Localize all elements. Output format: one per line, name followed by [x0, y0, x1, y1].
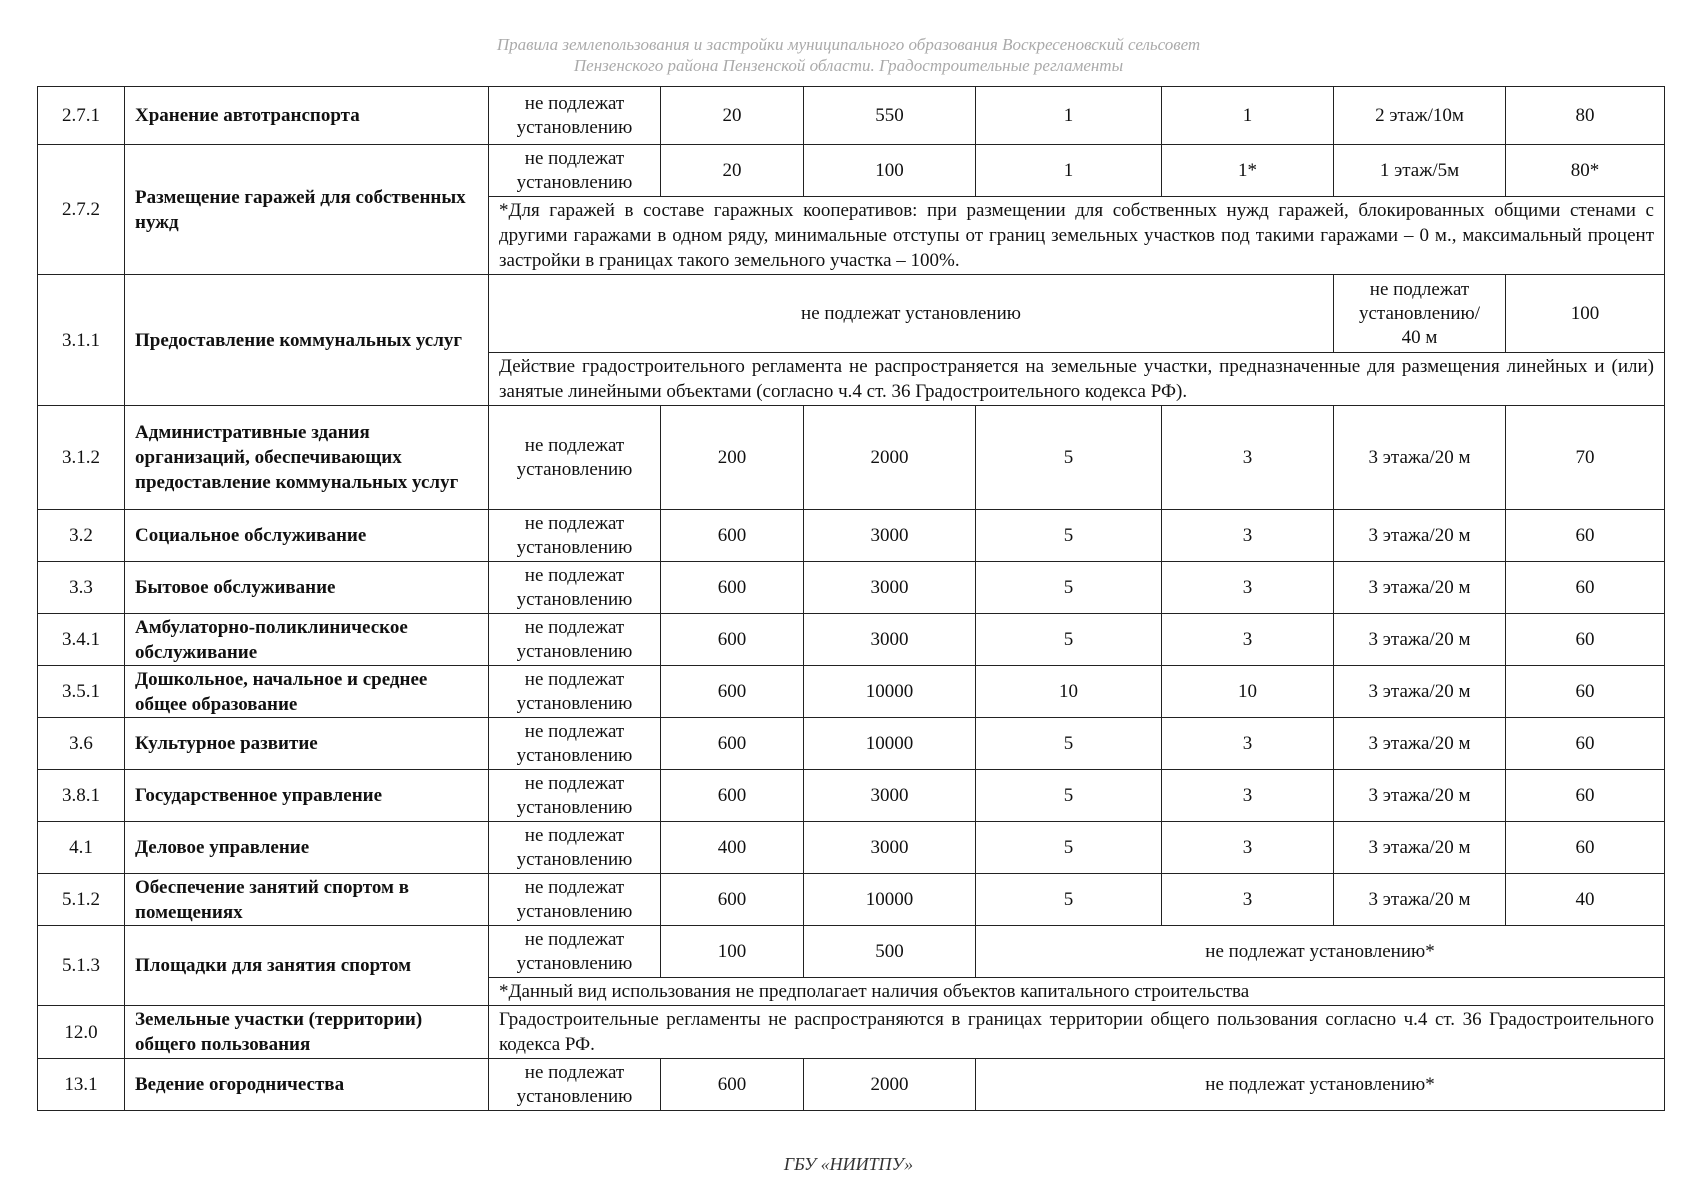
- floors-cell: не подлежат установлению/ 40 м: [1334, 275, 1506, 353]
- row-code: 3.8.1: [38, 770, 125, 822]
- regulations-table: [37, 86, 1665, 1111]
- side-setback-cell: 3: [1162, 822, 1334, 874]
- max-area-cell: 3000: [804, 770, 976, 822]
- table-row: [38, 275, 1665, 353]
- page-header: [0, 34, 1697, 76]
- table-row: [38, 874, 1665, 926]
- table-row: [38, 718, 1665, 770]
- merged-value-cell: не подлежат установлению: [489, 275, 1334, 353]
- side-setback-cell: 3: [1162, 770, 1334, 822]
- min-size-cell: не подлежат установлению: [489, 1059, 661, 1111]
- row-name: Размещение гаражей для собственных нужд: [125, 145, 489, 275]
- front-setback-cell: 5: [976, 822, 1162, 874]
- percent-cell: 60: [1506, 822, 1665, 874]
- percent-cell: 60: [1506, 770, 1665, 822]
- table-row: [38, 926, 1665, 978]
- table-row: [38, 510, 1665, 562]
- table-row: [38, 145, 1665, 197]
- floors-cell: 3 этажа/20 м: [1334, 874, 1506, 926]
- min-size-cell: не подлежат установлению: [489, 926, 661, 978]
- floors-cell: 3 этажа/20 м: [1334, 718, 1506, 770]
- row-code: 3.2: [38, 510, 125, 562]
- min-size-cell: не подлежат установлению: [489, 614, 661, 666]
- min-size-cell: не подлежат установлению: [489, 562, 661, 614]
- min-width-cell: 20: [661, 87, 804, 145]
- floors-cell: 3 этажа/20 м: [1334, 406, 1506, 510]
- min-size-cell: не подлежат установлению: [489, 510, 661, 562]
- floors-cell: 3 этажа/20 м: [1334, 614, 1506, 666]
- percent-cell: 60: [1506, 562, 1665, 614]
- max-area-cell: 2000: [804, 406, 976, 510]
- side-setback-cell: 3: [1162, 562, 1334, 614]
- front-setback-cell: 10: [976, 666, 1162, 718]
- front-setback-cell: 1: [976, 87, 1162, 145]
- front-setback-cell: 5: [976, 718, 1162, 770]
- table-row: [38, 1059, 1665, 1111]
- min-width-cell: 600: [661, 718, 804, 770]
- row-name: Хранение автотранспорта: [125, 87, 489, 145]
- row-name: Предоставление коммунальных услуг: [125, 275, 489, 406]
- min-width-cell: 200: [661, 406, 804, 510]
- row-code: 2.7.2: [38, 145, 125, 275]
- min-width-cell: 600: [661, 874, 804, 926]
- percent-cell: 60: [1506, 614, 1665, 666]
- row-code: 3.6: [38, 718, 125, 770]
- min-size-cell: не подлежат установлению: [489, 87, 661, 145]
- page-header-line1: Правила землепользования и застройки муниципального образования Воскресеновский сельсовет: [496, 35, 1201, 54]
- row-name: Социальное обслуживание: [125, 510, 489, 562]
- table-row: [38, 87, 1665, 145]
- min-width-cell: 100: [661, 926, 804, 978]
- row-name: Деловое управление: [125, 822, 489, 874]
- row-name: Дошкольное, начальное и среднее общее образование: [125, 666, 489, 718]
- row-code: 2.7.1: [38, 87, 125, 145]
- table-row: [38, 770, 1665, 822]
- row-code: 12.0: [38, 1006, 125, 1059]
- front-setback-cell: 5: [976, 510, 1162, 562]
- row-note: Градостроительные регламенты не распространяются в границах территории общего пользования согласно ч.4 ст. 36 Градостроительного кодекса РФ.: [489, 1006, 1665, 1059]
- row-code: 13.1: [38, 1059, 125, 1111]
- front-setback-cell: 1: [976, 145, 1162, 197]
- max-area-cell: 3000: [804, 510, 976, 562]
- side-setback-cell: 3: [1162, 406, 1334, 510]
- min-width-cell: 600: [661, 666, 804, 718]
- front-setback-cell: 5: [976, 614, 1162, 666]
- floors-cell: 3 этажа/20 м: [1334, 822, 1506, 874]
- row-name: Бытовое обслуживание: [125, 562, 489, 614]
- row-code: 3.1.1: [38, 275, 125, 406]
- table-row: [38, 822, 1665, 874]
- side-setback-cell: 1*: [1162, 145, 1334, 197]
- row-note: *Для гаражей в составе гаражных кооперативов: при размещении для собственных нужд гаражей, блокированных общими стенами с другими гаражами в одном ряду, минимальные отступы от границ земельных участков под такими гаражами – 0 м., максимальный процент застройки в границах такого земельного участка – 100%.: [489, 197, 1665, 275]
- floors-cell: 3 этажа/20 м: [1334, 770, 1506, 822]
- side-setback-cell: 3: [1162, 718, 1334, 770]
- min-width-cell: 20: [661, 145, 804, 197]
- percent-cell: 60: [1506, 718, 1665, 770]
- max-area-cell: 100: [804, 145, 976, 197]
- merged-value-cell: не подлежат установлению*: [976, 1059, 1665, 1111]
- merged-value-cell: не подлежат установлению*: [976, 926, 1665, 978]
- min-size-cell: не подлежат установлению: [489, 145, 661, 197]
- row-code: 3.4.1: [38, 614, 125, 666]
- row-name: Земельные участки (территории) общего пользования: [125, 1006, 489, 1059]
- min-size-cell: не подлежат установлению: [489, 822, 661, 874]
- min-width-cell: 600: [661, 614, 804, 666]
- row-name: Ведение огородничества: [125, 1059, 489, 1111]
- min-size-cell: не подлежат установлению: [489, 770, 661, 822]
- table-row: [38, 614, 1665, 666]
- row-code: 3.5.1: [38, 666, 125, 718]
- floors-cell: 1 этаж/5м: [1334, 145, 1506, 197]
- max-area-cell: 10000: [804, 718, 976, 770]
- row-code: 3.3: [38, 562, 125, 614]
- page-footer: ГБУ «НИИТПУ»: [783, 1154, 914, 1174]
- min-size-cell: не подлежат установлению: [489, 874, 661, 926]
- row-name: Обеспечение занятий спортом в помещениях: [125, 874, 489, 926]
- row-name: Административные здания организаций, обеспечивающих предоставление коммунальных услуг: [125, 406, 489, 510]
- percent-cell: 100: [1506, 275, 1665, 353]
- side-setback-cell: 3: [1162, 614, 1334, 666]
- row-note: Действие градостроительного регламента не распространяется на земельные участки, предназначенные для размещения линейных и (или) занятые линейными объектами (согласно ч.4 ст. 36 Градостроительного кодекса РФ).: [489, 353, 1665, 406]
- max-area-cell: 10000: [804, 666, 976, 718]
- table-row: [38, 562, 1665, 614]
- min-width-cell: 600: [661, 770, 804, 822]
- row-name: Амбулаторно-поликлиническое обслуживание: [125, 614, 489, 666]
- min-size-cell: не подлежат установлению: [489, 666, 661, 718]
- percent-cell: 60: [1506, 510, 1665, 562]
- min-width-cell: 600: [661, 510, 804, 562]
- front-setback-cell: 5: [976, 406, 1162, 510]
- row-note: *Данный вид использования не предполагает наличия объектов капитального строительства: [489, 978, 1665, 1006]
- side-setback-cell: 10: [1162, 666, 1334, 718]
- max-area-cell: 500: [804, 926, 976, 978]
- front-setback-cell: 5: [976, 874, 1162, 926]
- percent-cell: 80*: [1506, 145, 1665, 197]
- row-name: Культурное развитие: [125, 718, 489, 770]
- floors-cell: 3 этажа/20 м: [1334, 562, 1506, 614]
- row-name: Государственное управление: [125, 770, 489, 822]
- min-size-cell: не подлежат установлению: [489, 406, 661, 510]
- row-code: 5.1.3: [38, 926, 125, 1006]
- front-setback-cell: 5: [976, 770, 1162, 822]
- floors-cell: 3 этажа/20 м: [1334, 666, 1506, 718]
- max-area-cell: 10000: [804, 874, 976, 926]
- percent-cell: 40: [1506, 874, 1665, 926]
- max-area-cell: 550: [804, 87, 976, 145]
- row-name: Площадки для занятия спортом: [125, 926, 489, 1006]
- max-area-cell: 2000: [804, 1059, 976, 1111]
- side-setback-cell: 1: [1162, 87, 1334, 145]
- percent-cell: 60: [1506, 666, 1665, 718]
- row-code: 4.1: [38, 822, 125, 874]
- page-header-line2: Пензенского района Пензенской области. Градостроительные регламенты: [573, 56, 1124, 75]
- min-width-cell: 600: [661, 1059, 804, 1111]
- percent-cell: 80: [1506, 87, 1665, 145]
- max-area-cell: 3000: [804, 614, 976, 666]
- percent-cell: 70: [1506, 406, 1665, 510]
- max-area-cell: 3000: [804, 562, 976, 614]
- front-setback-cell: 5: [976, 562, 1162, 614]
- max-area-cell: 3000: [804, 822, 976, 874]
- table-row: [38, 1006, 1665, 1059]
- min-width-cell: 400: [661, 822, 804, 874]
- row-code: 5.1.2: [38, 874, 125, 926]
- row-code: 3.1.2: [38, 406, 125, 510]
- min-size-cell: не подлежат установлению: [489, 718, 661, 770]
- floors-cell: 2 этаж/10м: [1334, 87, 1506, 145]
- side-setback-cell: 3: [1162, 510, 1334, 562]
- side-setback-cell: 3: [1162, 874, 1334, 926]
- min-width-cell: 600: [661, 562, 804, 614]
- table-row: [38, 666, 1665, 718]
- table-row: [38, 406, 1665, 510]
- floors-cell: 3 этажа/20 м: [1334, 510, 1506, 562]
